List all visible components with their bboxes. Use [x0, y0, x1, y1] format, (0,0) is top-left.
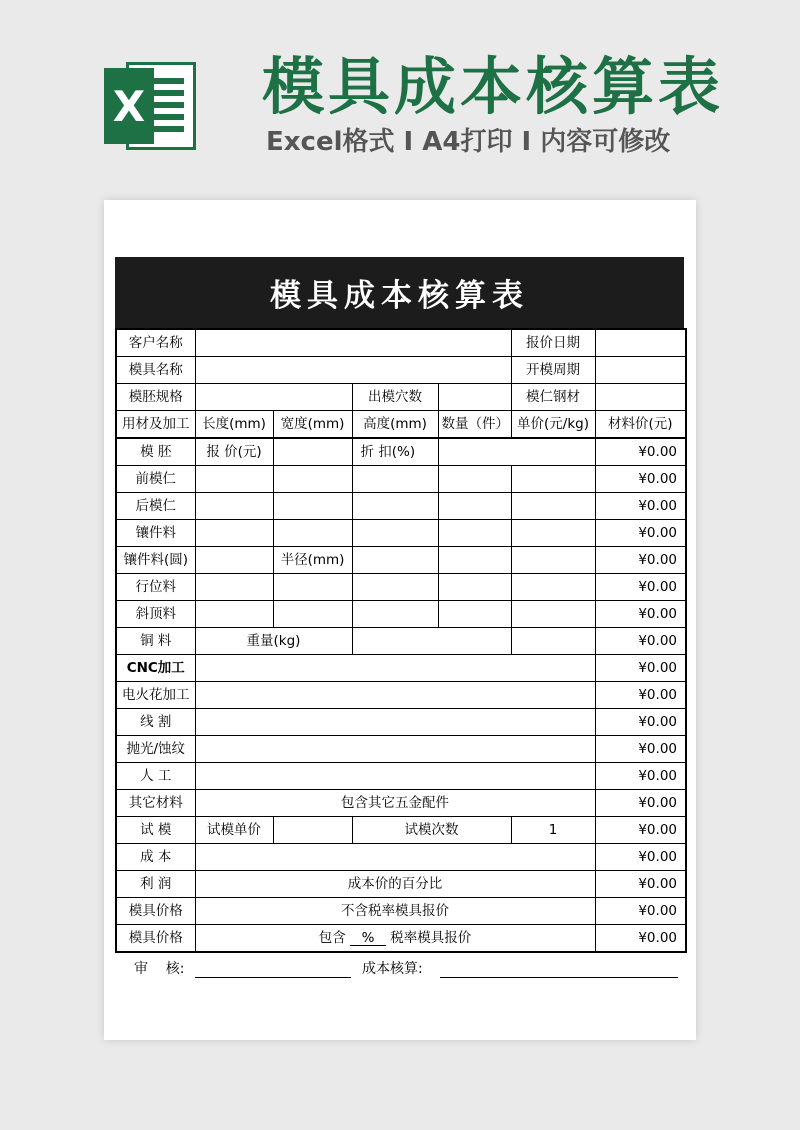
mold-name-label: 模具名称	[116, 357, 195, 384]
table-row	[116, 438, 686, 466]
cell[interactable]	[438, 601, 511, 628]
excel-logo-icon	[104, 58, 196, 154]
table-row	[116, 682, 686, 709]
cell[interactable]	[195, 736, 595, 763]
col-header: 材料价(元)	[595, 411, 686, 439]
cell[interactable]	[273, 466, 352, 493]
core-steel-label: 模仁钢材	[511, 384, 595, 411]
col-header: 单价(元/kg)	[511, 411, 595, 439]
cell[interactable]	[438, 466, 511, 493]
table-row	[116, 790, 686, 817]
cell[interactable]	[195, 709, 595, 736]
note-cell: 包含其它五金配件	[195, 790, 595, 817]
cell[interactable]	[511, 628, 595, 655]
note-cell: 成本价的百分比	[195, 871, 595, 898]
note-prefix: 包含	[318, 929, 346, 946]
trial-unit-field[interactable]	[273, 817, 352, 844]
cell[interactable]	[438, 574, 511, 601]
price-cell: ¥0.00	[595, 601, 686, 628]
quote-label: 报 价(元)	[195, 438, 273, 466]
row-label: 线 割	[116, 709, 195, 736]
weight-label: 重量(kg)	[195, 628, 352, 655]
table-row	[116, 384, 686, 411]
note-cell	[195, 925, 595, 953]
row-label: 电火花加工	[116, 682, 195, 709]
row-label: 镶件料	[116, 520, 195, 547]
row-label: 后模仁	[116, 493, 195, 520]
row-label: 斜顶料	[116, 601, 195, 628]
mold-name-field[interactable]	[195, 357, 511, 384]
note-suffix: 税率模具报价	[390, 929, 472, 946]
table-row	[116, 466, 686, 493]
price-cell: ¥0.00	[595, 655, 686, 682]
quote-field[interactable]	[273, 438, 352, 466]
cell[interactable]	[352, 601, 438, 628]
note-cell: 不含税率模具报价	[195, 898, 595, 925]
mold-cycle-label: 开模周期	[511, 357, 595, 384]
cell[interactable]	[352, 466, 438, 493]
blank-spec-label: 模胚规格	[116, 384, 195, 411]
price-cell: ¥0.00	[595, 628, 686, 655]
table-row	[116, 601, 686, 628]
cell[interactable]	[195, 682, 595, 709]
row-label: 成 本	[116, 844, 195, 871]
row-label: 铜 料	[116, 628, 195, 655]
row-label: CNC加工	[116, 655, 195, 682]
cost-table	[115, 328, 687, 953]
cell[interactable]	[195, 466, 273, 493]
cavity-label: 出模穴数	[352, 384, 438, 411]
cell[interactable]	[511, 520, 595, 547]
cell[interactable]	[195, 601, 273, 628]
cell[interactable]	[195, 574, 273, 601]
cell[interactable]	[352, 574, 438, 601]
table-row	[116, 817, 686, 844]
page-title: 模具成本核算表	[262, 50, 725, 123]
price-cell: ¥0.00	[595, 520, 686, 547]
col-header: 长度(mm)	[195, 411, 273, 439]
table-row	[116, 628, 686, 655]
cell[interactable]	[195, 493, 273, 520]
cell[interactable]	[273, 493, 352, 520]
price-cell: ¥0.00	[595, 574, 686, 601]
table-row	[116, 844, 686, 871]
price-cell: ¥0.00	[595, 817, 686, 844]
column-header-row	[116, 411, 686, 439]
tax-rate-field[interactable]: %	[350, 931, 386, 946]
quote-date-label: 报价日期	[511, 329, 595, 357]
table-row	[116, 736, 686, 763]
trial-count-value[interactable]: 1	[511, 817, 595, 844]
row-label: 试 模	[116, 817, 195, 844]
row-label: 利 润	[116, 871, 195, 898]
col-header: 用材及加工	[116, 411, 195, 439]
table-row	[116, 898, 686, 925]
cell[interactable]	[195, 520, 273, 547]
core-steel-field[interactable]	[595, 384, 686, 411]
table-row	[116, 547, 686, 574]
trial-count-label: 试模次数	[352, 817, 511, 844]
cell[interactable]	[195, 547, 273, 574]
table-row	[116, 329, 686, 357]
discount-label: 折 扣(%)	[352, 438, 438, 466]
cell[interactable]	[511, 601, 595, 628]
row-label: 人 工	[116, 763, 195, 790]
form-title: 模具成本核算表	[115, 257, 684, 328]
review-signature-line[interactable]	[195, 977, 351, 978]
trial-unit-label: 试模单价	[195, 817, 273, 844]
price-cell: ¥0.00	[595, 493, 686, 520]
cell[interactable]	[273, 520, 352, 547]
table-row	[116, 709, 686, 736]
row-label: 镶件料(圆)	[116, 547, 195, 574]
cell[interactable]	[195, 655, 595, 682]
price-cell: ¥0.00	[595, 547, 686, 574]
weight-field[interactable]	[352, 628, 511, 655]
cell[interactable]	[438, 547, 511, 574]
price-cell: ¥0.00	[595, 709, 686, 736]
cell[interactable]	[438, 493, 511, 520]
customer-field[interactable]	[195, 329, 511, 357]
costing-label: 成本核算:	[362, 961, 423, 977]
cell[interactable]	[511, 547, 595, 574]
table-row	[116, 520, 686, 547]
col-header: 宽度(mm)	[273, 411, 352, 439]
price-cell: ¥0.00	[595, 682, 686, 709]
cell[interactable]	[511, 466, 595, 493]
cell[interactable]	[273, 574, 352, 601]
price-cell: ¥0.00	[595, 925, 686, 953]
row-label: 其它材料	[116, 790, 195, 817]
cell[interactable]	[511, 574, 595, 601]
blank-spec-field[interactable]	[195, 384, 352, 411]
table-row	[116, 655, 686, 682]
cavity-field[interactable]	[438, 384, 511, 411]
price-cell: ¥0.00	[595, 790, 686, 817]
row-label: 行位料	[116, 574, 195, 601]
price-cell: ¥0.00	[595, 438, 686, 466]
costing-signature-line[interactable]	[440, 977, 678, 978]
table-row	[116, 925, 686, 953]
customer-label: 客户名称	[116, 329, 195, 357]
price-cell: ¥0.00	[595, 898, 686, 925]
row-label: 抛光/蚀纹	[116, 736, 195, 763]
table-row	[116, 763, 686, 790]
cell[interactable]	[352, 520, 438, 547]
quote-date-field[interactable]	[595, 329, 686, 357]
table-row	[116, 493, 686, 520]
cell[interactable]	[438, 520, 511, 547]
cell[interactable]	[273, 601, 352, 628]
cell[interactable]	[511, 493, 595, 520]
row-label: 前模仁	[116, 466, 195, 493]
cell	[195, 844, 595, 871]
row-label: 模具价格	[116, 898, 195, 925]
price-cell: ¥0.00	[595, 466, 686, 493]
cell[interactable]	[195, 763, 595, 790]
price-cell: ¥0.00	[595, 763, 686, 790]
cell[interactable]	[352, 493, 438, 520]
logo-letter: X	[104, 68, 154, 144]
cell[interactable]	[352, 547, 438, 574]
mold-cycle-field[interactable]	[595, 357, 686, 384]
col-header: 数量（件）	[438, 411, 511, 439]
page-subtitle: Excel格式 I A4打印 I 内容可修改	[266, 127, 671, 157]
discount-field[interactable]	[438, 438, 595, 466]
col-header: 高度(mm)	[352, 411, 438, 439]
row-label: 模 胚	[116, 438, 195, 466]
table-row	[116, 357, 686, 384]
table-row	[116, 871, 686, 898]
table-row	[116, 574, 686, 601]
radius-label: 半径(mm)	[273, 547, 352, 574]
row-label: 模具价格	[116, 925, 195, 953]
price-cell: ¥0.00	[595, 736, 686, 763]
review-label: 审 核:	[134, 961, 185, 977]
price-cell: ¥0.00	[595, 871, 686, 898]
price-cell: ¥0.00	[595, 844, 686, 871]
